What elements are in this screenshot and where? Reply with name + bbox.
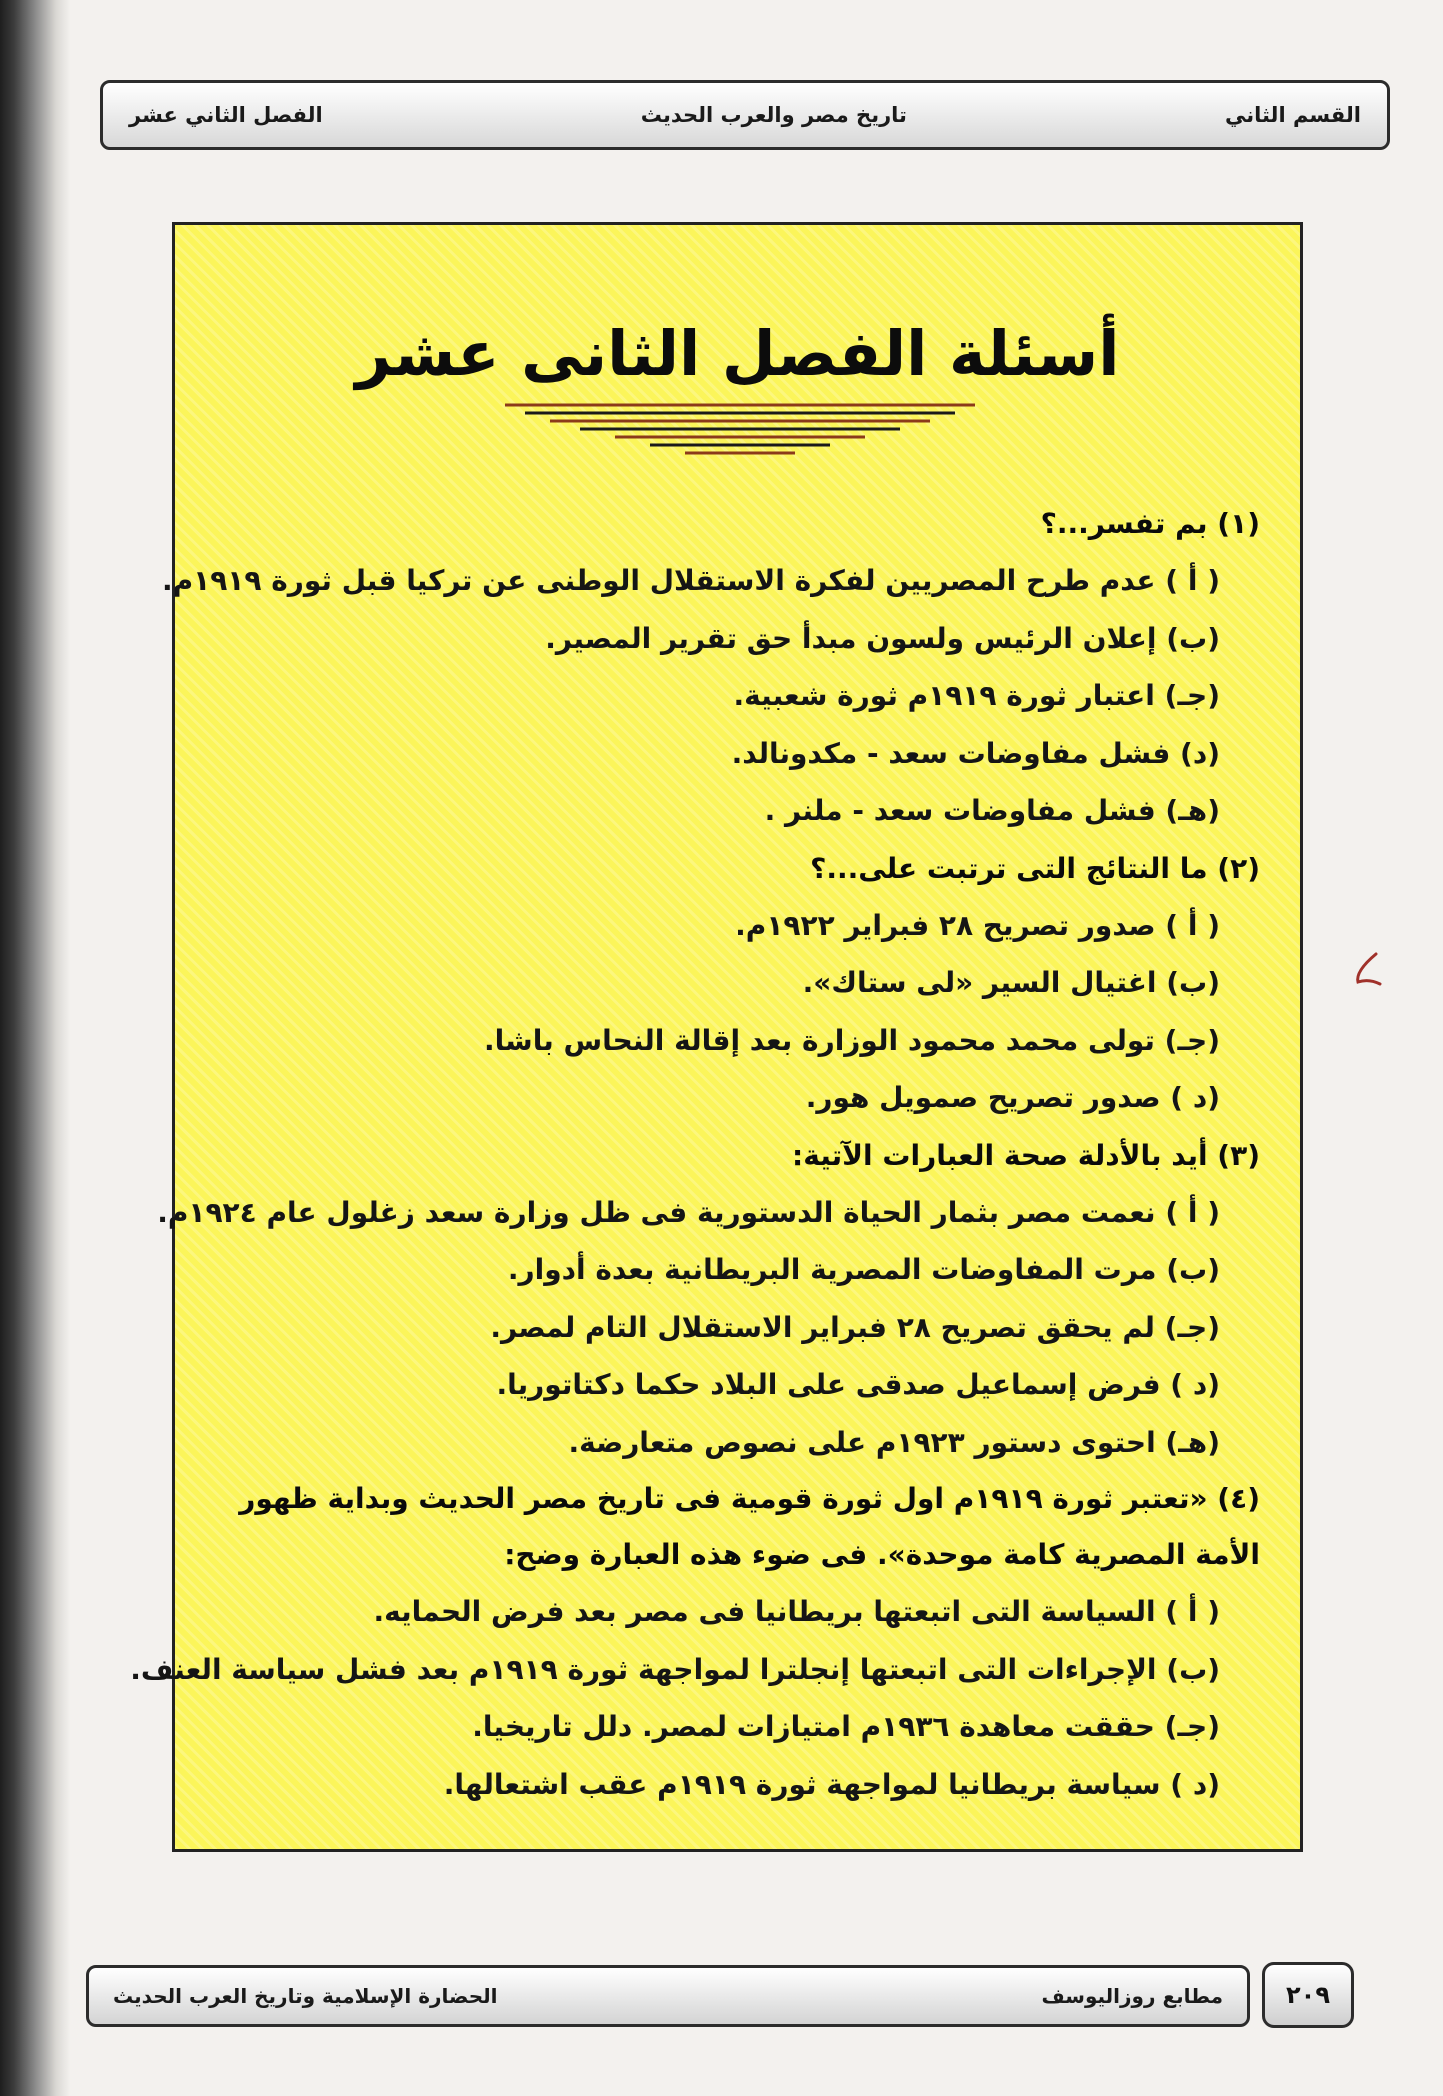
page-number-badge: [1262, 1962, 1354, 2028]
question-item: ( أ ) السياسة التى اتبعتها بريطانيا فى مصر بعد فرض الحمايه.: [373, 1595, 1220, 1628]
question-item: ( أ ) صدور تصريح ٢٨ فبراير ١٩٢٢م.: [735, 908, 1220, 942]
question-item: (د ) صدور تصريح صمويل هور.: [805, 1081, 1220, 1114]
header-section-label: القسم الثاني: [1224, 103, 1361, 127]
question-item: ( أ ) عدم طرح المصريين لفكرة الاستقلال الوطنى عن تركيا قبل ثورة ١٩١٩م.: [161, 564, 1220, 597]
page-footer: [86, 1965, 1250, 2027]
question-item: (ب) الإجراءات التى اتبعتها إنجلترا لمواجهة ثورة ١٩١٩م بعد فشل سياسة العنف.: [130, 1652, 1220, 1686]
question-item: ( أ ) نعمت مصر بثمار الحياة الدستورية فى ظل وزارة سعد زغلول عام ١٩٢٤م.: [157, 1195, 1220, 1229]
question-item: (ب) اغتيال السير «لى ستاك».: [802, 966, 1220, 999]
question-item: (جـ) تولى محمد محمود الوزارة بعد إقالة النحاس باشا.: [484, 1023, 1220, 1057]
header-chapter-label: الفصل الثاني عشر: [129, 103, 323, 127]
question-item: (هـ) احتوى دستور ١٩٢٣م على نصوص متعارضة.: [568, 1425, 1220, 1459]
questions-content: [130, 495, 1260, 1813]
page-number: ٢٠٩: [1286, 1981, 1330, 2009]
title-ornament-icon: [505, 399, 975, 459]
question-heading: (٣) أيد بالأدلة صحة العبارات الآتية:: [792, 1138, 1260, 1172]
page-title: أسئلة الفصل الثانى عشر: [355, 317, 1120, 390]
question-item: (جـ) لم يحقق تصريح ٢٨ فبراير الاستقلال التام لمصر.: [490, 1310, 1220, 1344]
question-heading: (٤) «تعتبر ثورة ١٩١٩م اول ثورة قومية فى تاريخ مصر الحديث وبداية ظهور الأمة المصرية كامة موحدة». فى ضوء هذه العبارة وضح:: [239, 1482, 1260, 1571]
question-item: (ب) إعلان الرئيس ولسون مبدأ حق تقرير المصير.: [545, 621, 1220, 655]
header-book-title: تاريخ مصر والعرب الحديث: [640, 103, 907, 127]
question-item: (جـ) اعتبار ثورة ١٩١٩م ثورة شعبية.: [733, 679, 1220, 712]
question-item: (د ) فرض إسماعيل صدقى على البلاد حكما دكتاتوريا.: [496, 1368, 1220, 1401]
question-heading: (٢) ما النتائج التى ترتبت على...؟: [810, 851, 1260, 885]
binding-shadow: [0, 0, 70, 2096]
question-item: (د ) سياسة بريطانيا لمواجهة ثورة ١٩١٩م عقب اشتعالها.: [443, 1767, 1220, 1801]
question-item: (ب) مرت المفاوضات المصرية البريطانية بعدة أدوار.: [507, 1253, 1220, 1286]
question-item: (هـ) فشل مفاوضات سعد - ملنر .: [764, 794, 1220, 827]
pen-mark-icon: [1350, 950, 1384, 990]
page-header: [100, 80, 1390, 150]
questions-box: [130, 222, 1303, 1852]
question-item: (د) فشل مفاوضات سعد - مكدونالد.: [731, 736, 1220, 770]
footer-book-title: الحضارة الإسلامية وتاريخ العرب الحديث: [113, 1984, 498, 2008]
question-item: (جـ) حققت معاهدة ١٩٣٦م امتيازات لمصر. دلل تاريخيا.: [472, 1710, 1220, 1743]
question-heading: (١) بم تفسر...؟: [1040, 507, 1260, 540]
footer-publisher: مطابع روزاليوسف: [1041, 1984, 1223, 2008]
